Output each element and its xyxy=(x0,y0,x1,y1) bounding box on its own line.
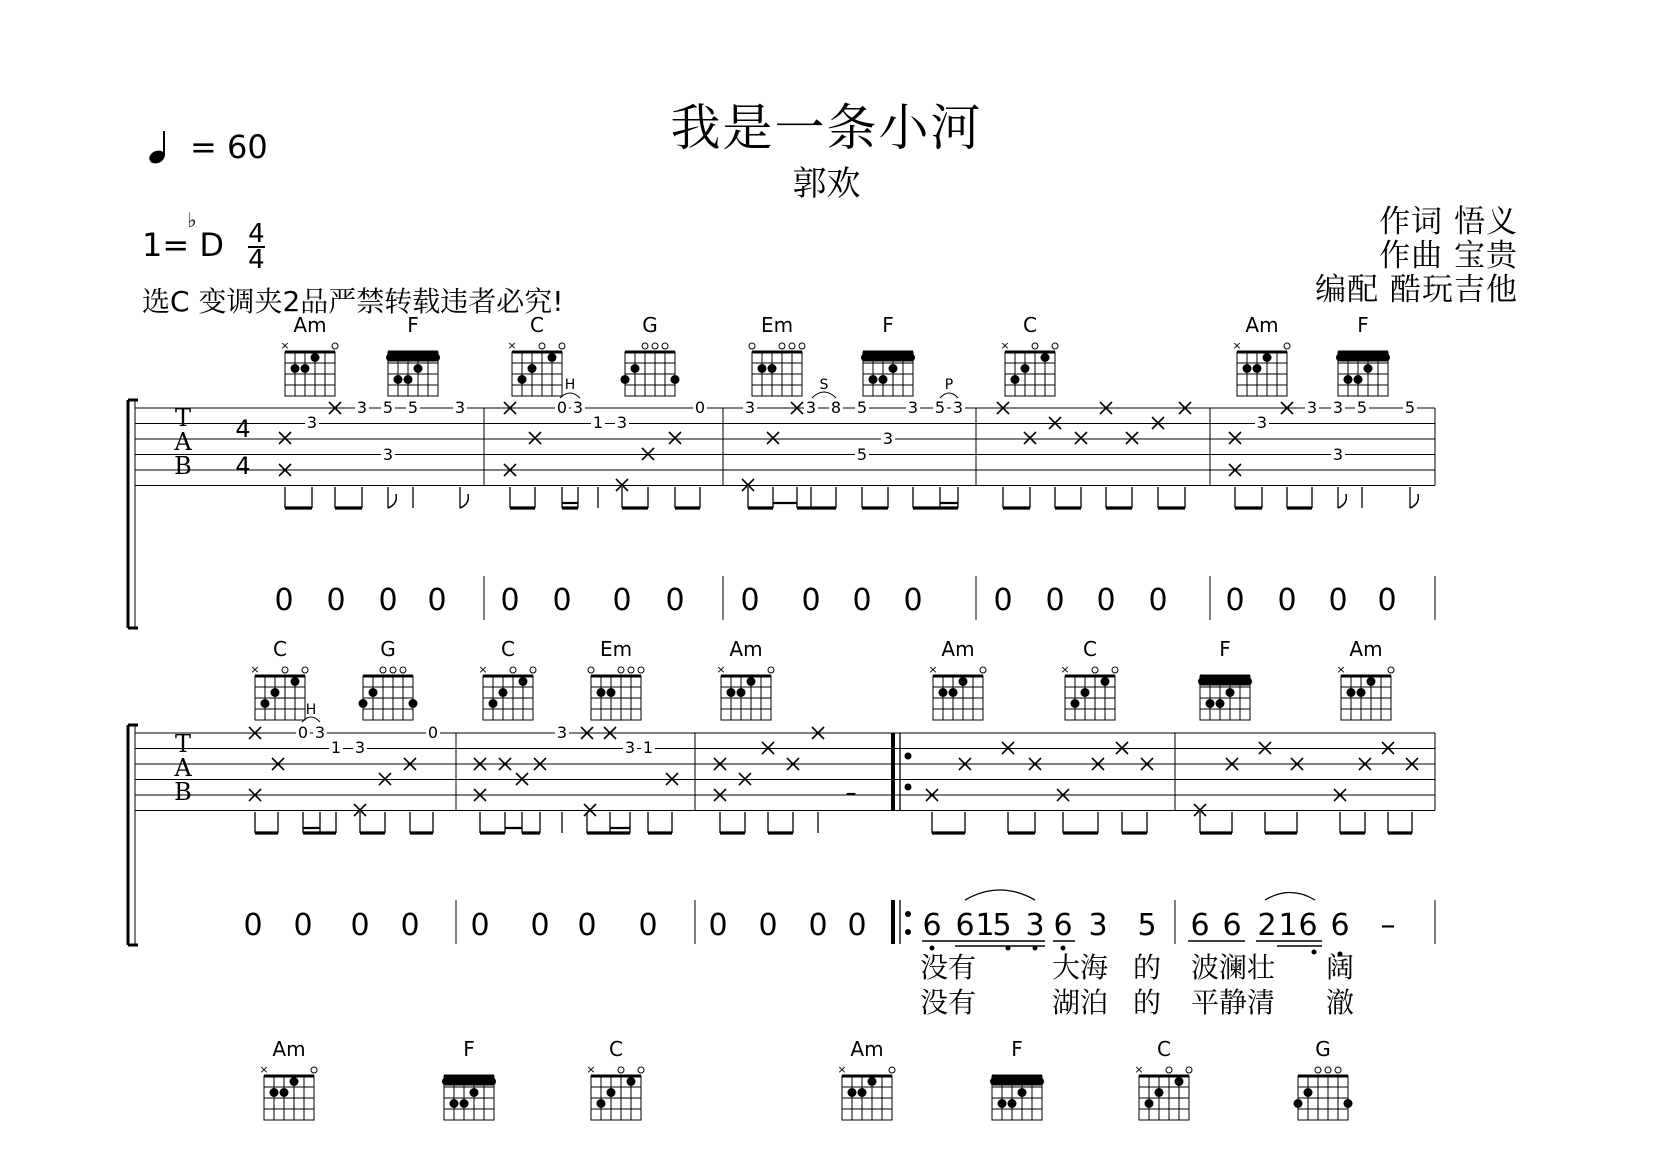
finger-dot xyxy=(949,688,958,697)
fret-number: 0 xyxy=(556,398,568,417)
chord-name-g: G xyxy=(380,637,396,661)
fret-number: 5 xyxy=(382,398,394,417)
melody-note: 6 xyxy=(1298,908,1318,943)
finger-dot xyxy=(671,375,680,384)
key-note: D xyxy=(199,226,224,264)
muted-string-icon: × xyxy=(259,1063,269,1076)
open-string-icon xyxy=(302,667,308,673)
jianpu-rest: 0 xyxy=(708,908,728,943)
fret-number: 5 xyxy=(856,398,868,417)
chord-name-c: C xyxy=(273,637,287,661)
chord-name-f: F xyxy=(882,313,894,337)
hammer-on-label: H xyxy=(305,702,317,718)
tab-time-top: 4 xyxy=(235,415,251,443)
chord-name-em: Em xyxy=(599,637,633,661)
finger-dot xyxy=(607,1088,616,1097)
open-string-icon xyxy=(1325,1067,1331,1073)
muted-string-icon: × xyxy=(716,663,726,676)
melody-note: 5 xyxy=(992,908,1012,943)
finger-dot xyxy=(1364,364,1373,373)
jianpu-rest: 0 xyxy=(1377,583,1397,618)
finger-dot xyxy=(261,699,270,708)
tempo-value: = 60 xyxy=(190,128,268,166)
chord-name-g: G xyxy=(642,313,658,337)
finger-dot xyxy=(280,1088,289,1097)
half-rest: – xyxy=(845,781,857,806)
chord-name-am: Am xyxy=(1245,313,1279,337)
tab-clef-a: A xyxy=(174,754,192,782)
repeat-dot xyxy=(905,929,911,935)
open-string-icon xyxy=(1112,667,1118,673)
fret-number: 3 xyxy=(306,413,318,432)
finger-dot xyxy=(450,1099,459,1108)
finger-dot xyxy=(394,375,403,384)
finger-dot xyxy=(1226,688,1235,697)
flat-sign: ♭ xyxy=(187,208,197,232)
finger-dot xyxy=(1294,1099,1303,1108)
open-string-icon xyxy=(779,343,785,349)
fret-number: 0 xyxy=(297,723,309,742)
octave-dot xyxy=(1061,946,1066,951)
fret-number: 3 xyxy=(624,738,636,757)
finger-dot xyxy=(291,677,300,686)
lyric-word-line2: 的 xyxy=(1132,986,1162,1019)
finger-dot xyxy=(1011,375,1020,384)
jianpu-rest: 0 xyxy=(740,583,760,618)
eighth-flag xyxy=(1410,494,1418,508)
finger-dot xyxy=(768,364,777,373)
muted-string-icon: × xyxy=(1060,663,1070,676)
finger-dot xyxy=(291,364,300,373)
chord-name-f: F xyxy=(1219,637,1231,661)
time-sig-top: 4 xyxy=(248,219,265,249)
chord-name-g: G xyxy=(1315,1037,1331,1061)
jianpu-rest: 0 xyxy=(1045,583,1065,618)
finger-dot xyxy=(359,699,368,708)
open-string-icon xyxy=(799,343,805,349)
melody-note: 6 xyxy=(955,908,975,943)
melody-note: 1 xyxy=(975,908,995,943)
muted-string-icon: × xyxy=(250,663,260,676)
chord-name-f: F xyxy=(463,1037,475,1061)
slide-label: S xyxy=(819,377,829,393)
muted-string-icon: × xyxy=(928,663,938,676)
jianpu-rest: 0 xyxy=(758,908,778,943)
muted-string-icon: × xyxy=(586,1063,596,1076)
finger-dot xyxy=(607,688,616,697)
jianpu-rest: 0 xyxy=(470,908,490,943)
finger-dot xyxy=(1081,688,1090,697)
fret-number: 3 xyxy=(454,398,466,417)
fret-number: 3 xyxy=(952,398,964,417)
chord-name-f: F xyxy=(407,313,419,337)
tab-clef-t: T xyxy=(174,730,192,758)
fret-number: 1 xyxy=(642,738,654,757)
melody-note: 6 xyxy=(1330,908,1350,943)
lyric-word-line2: 湖泊 xyxy=(1051,986,1109,1019)
jianpu-rest: 0 xyxy=(243,908,263,943)
fret-number: 3 xyxy=(356,398,368,417)
capo-note: 选C 变调夹2品严禁转载违者必究! xyxy=(142,285,564,318)
octave-dot xyxy=(1312,950,1317,955)
finger-dot xyxy=(1101,677,1110,686)
fret-number: 3 xyxy=(907,398,919,417)
tab-clef-t: T xyxy=(174,404,192,432)
finger-dot xyxy=(868,1077,877,1086)
open-string-icon xyxy=(311,1067,317,1073)
open-string-icon xyxy=(642,343,648,349)
open-string-icon xyxy=(662,343,668,349)
jianpu-rest: 0 xyxy=(293,908,313,943)
finger-dot xyxy=(499,688,508,697)
time-sig-bottom: 4 xyxy=(248,245,265,275)
muted-string-icon: × xyxy=(478,663,488,676)
repeat-dot xyxy=(905,911,911,917)
finger-dot xyxy=(1021,364,1030,373)
muted-string-icon: × xyxy=(837,1063,847,1076)
open-string-icon xyxy=(628,667,634,673)
finger-dot xyxy=(1253,364,1262,373)
finger-dot xyxy=(489,699,498,708)
jianpu-rest: 0 xyxy=(1225,583,1245,618)
melody-tie xyxy=(1265,893,1315,901)
finger-dot xyxy=(470,1088,479,1097)
melody-note: 2 xyxy=(1257,908,1277,943)
open-string-icon xyxy=(638,667,644,673)
barre-icon xyxy=(1198,678,1252,686)
finger-dot xyxy=(1344,1099,1353,1108)
fret-number: 3 xyxy=(1332,398,1344,417)
melody-note: 6 xyxy=(922,908,942,943)
finger-dot xyxy=(959,677,968,686)
finger-dot xyxy=(631,364,640,373)
finger-dot xyxy=(1216,699,1225,708)
finger-dot xyxy=(1145,1099,1154,1108)
open-string-icon xyxy=(400,667,406,673)
muted-string-icon: × xyxy=(1134,1063,1144,1076)
finger-dot xyxy=(290,1077,299,1086)
finger-dot xyxy=(1347,688,1356,697)
chord-name-em: Em xyxy=(760,313,794,337)
open-string-icon xyxy=(332,343,338,349)
finger-dot xyxy=(1206,699,1215,708)
melody-note: 3 xyxy=(1088,908,1108,943)
repeat-dot xyxy=(905,784,912,791)
finger-dot xyxy=(404,375,413,384)
eighth-flag xyxy=(388,494,396,508)
melody-note: – xyxy=(1380,908,1396,943)
fret-number: 3 xyxy=(1306,398,1318,417)
melody-note: 6 xyxy=(1190,908,1210,943)
chord-name-c: C xyxy=(1023,313,1037,337)
chord-name-c: C xyxy=(501,637,515,661)
chord-name-c: C xyxy=(1157,1037,1171,1061)
fret-number: 1 xyxy=(330,738,342,757)
open-string-icon xyxy=(588,667,594,673)
barre-icon xyxy=(990,1078,1044,1086)
finger-dot xyxy=(597,688,606,697)
finger-dot xyxy=(460,1099,469,1108)
fret-number: 5 xyxy=(856,445,868,464)
barre-icon xyxy=(386,354,440,362)
jianpu-rest: 0 xyxy=(577,908,597,943)
melody-note: 6 xyxy=(1053,908,1073,943)
finger-dot xyxy=(311,353,320,362)
melody-tie xyxy=(965,890,1035,900)
fret-number: 3 xyxy=(744,398,756,417)
open-string-icon xyxy=(282,667,288,673)
tab-clef-b: B xyxy=(174,452,192,480)
fret-number: 8 xyxy=(830,398,842,417)
fret-number: 0 xyxy=(694,398,706,417)
jianpu-rest: 0 xyxy=(638,908,658,943)
open-string-icon xyxy=(1052,343,1058,349)
fret-number: 5 xyxy=(1356,398,1368,417)
chord-name-f: F xyxy=(1011,1037,1023,1061)
fret-number: 3 xyxy=(1332,445,1344,464)
finger-dot xyxy=(1018,1088,1027,1097)
lyric-word-line1: 阔 xyxy=(1325,951,1355,984)
open-string-icon xyxy=(1166,1067,1172,1073)
melody-note: 3 xyxy=(1025,908,1045,943)
open-string-icon xyxy=(980,667,986,673)
finger-dot xyxy=(1155,1088,1164,1097)
tab-clef-a: A xyxy=(174,428,192,456)
open-string-icon xyxy=(749,343,755,349)
finger-dot xyxy=(1243,364,1252,373)
open-string-icon xyxy=(539,343,545,349)
muted-string-icon: × xyxy=(280,339,290,352)
jianpu-rest: 0 xyxy=(993,583,1013,618)
chord-name-c: C xyxy=(1083,637,1097,661)
finger-dot xyxy=(271,688,280,697)
finger-dot xyxy=(1344,375,1353,384)
finger-dot xyxy=(301,364,310,373)
muted-string-icon: × xyxy=(507,339,517,352)
finger-dot xyxy=(758,364,767,373)
jianpu-rest: 0 xyxy=(1096,583,1116,618)
finger-dot xyxy=(1357,688,1366,697)
finger-dot xyxy=(1263,353,1272,362)
tab-time-bottom: 4 xyxy=(235,452,251,480)
finger-dot xyxy=(1071,699,1080,708)
jianpu-rest: 0 xyxy=(847,908,867,943)
finger-dot xyxy=(1041,353,1050,362)
singer-name: 郭欢 xyxy=(792,164,861,204)
finger-dot xyxy=(747,677,756,686)
finger-dot xyxy=(1367,677,1376,686)
fret-number: 5 xyxy=(1404,398,1416,417)
fret-number: 1 xyxy=(592,413,604,432)
key-prefix: 1= xyxy=(142,226,190,264)
eighth-flag xyxy=(1338,494,1346,508)
chord-name-am: Am xyxy=(729,637,763,661)
open-string-icon xyxy=(380,667,386,673)
jianpu-rest: 0 xyxy=(530,908,550,943)
fret-number: 3 xyxy=(616,413,628,432)
repeat-dot xyxy=(905,753,912,760)
open-string-icon xyxy=(530,667,536,673)
open-string-icon xyxy=(1388,667,1394,673)
open-string-icon xyxy=(1284,343,1290,349)
jianpu-rest: 0 xyxy=(1148,583,1168,618)
open-string-icon xyxy=(889,1067,895,1073)
finger-dot xyxy=(1304,1088,1313,1097)
fret-number: 5 xyxy=(934,398,946,417)
fret-number: 5 xyxy=(407,398,419,417)
lyric-word-line2: 没有 xyxy=(919,986,977,1019)
open-string-icon xyxy=(1032,343,1038,349)
composer-credit: 作曲 宝贵 xyxy=(1379,238,1518,274)
finger-dot xyxy=(519,677,528,686)
finger-dot xyxy=(621,375,630,384)
barre-icon xyxy=(1336,354,1390,362)
open-string-icon xyxy=(1092,667,1098,673)
fret-number: 3 xyxy=(354,738,366,757)
chord-name-am: Am xyxy=(293,313,327,337)
open-string-icon xyxy=(618,667,624,673)
lyric-word-line1: 的 xyxy=(1132,951,1162,984)
jianpu-rest: 0 xyxy=(903,583,923,618)
lyricist-credit: 作词 悟义 xyxy=(1379,204,1518,240)
pull-off-label: P xyxy=(944,377,954,393)
fret-number: 3 xyxy=(314,723,326,742)
muted-string-icon: × xyxy=(1000,339,1010,352)
open-string-icon xyxy=(618,1067,624,1073)
chord-name-c: C xyxy=(530,313,544,337)
lyric-word-line1: 波澜壮 xyxy=(1190,951,1276,984)
jianpu-rest: 0 xyxy=(350,908,370,943)
chord-name-am: Am xyxy=(941,637,975,661)
octave-dot xyxy=(1033,946,1038,951)
muted-string-icon: × xyxy=(1336,663,1346,676)
finger-dot xyxy=(1354,375,1363,384)
fret-number: 3 xyxy=(805,398,817,417)
tab-clef-b: B xyxy=(174,778,192,806)
finger-dot xyxy=(1175,1077,1184,1086)
hammer-on-label: H xyxy=(564,377,576,393)
finger-dot xyxy=(737,688,746,697)
melody-note: 6 xyxy=(1222,908,1242,943)
open-string-icon xyxy=(768,667,774,673)
finger-dot xyxy=(727,688,736,697)
chord-name-c: C xyxy=(609,1037,623,1061)
jianpu-rest: 0 xyxy=(801,583,821,618)
open-string-icon xyxy=(1315,1067,1321,1073)
eighth-flag xyxy=(460,494,468,508)
arranger-credit: 编配 酷玩吉他 xyxy=(1315,272,1518,308)
jianpu-rest: 0 xyxy=(552,583,572,618)
jianpu-rest: 0 xyxy=(1328,583,1348,618)
chord-name-f: F xyxy=(1357,313,1369,337)
finger-dot xyxy=(858,1088,867,1097)
jianpu-rest: 0 xyxy=(400,908,420,943)
jianpu-rest: 0 xyxy=(808,908,828,943)
jianpu-rest: 0 xyxy=(612,583,632,618)
finger-dot xyxy=(889,364,898,373)
finger-dot xyxy=(597,1099,606,1108)
finger-dot xyxy=(270,1088,279,1097)
finger-dot xyxy=(1008,1099,1017,1108)
fret-number: 0 xyxy=(427,723,439,742)
fret-number: 3 xyxy=(572,398,584,417)
melody-note: 1 xyxy=(1278,908,1298,943)
fret-number: 3 xyxy=(382,445,394,464)
finger-dot xyxy=(528,364,537,373)
melody-note: 5 xyxy=(1137,908,1157,943)
finger-dot xyxy=(869,375,878,384)
jianpu-rest: 0 xyxy=(1277,583,1297,618)
jianpu-rest: 0 xyxy=(665,583,685,618)
open-string-icon xyxy=(638,1067,644,1073)
chord-name-am: Am xyxy=(850,1037,884,1061)
lyric-word-line1: 大海 xyxy=(1051,951,1109,984)
octave-dot xyxy=(930,946,935,951)
open-string-icon xyxy=(390,667,396,673)
chord-name-am: Am xyxy=(1349,637,1383,661)
fret-number: 3 xyxy=(1256,413,1268,432)
open-string-icon xyxy=(789,343,795,349)
barre-icon xyxy=(861,354,915,362)
finger-dot xyxy=(548,353,557,362)
lyric-word-line2: 澈 xyxy=(1325,986,1355,1019)
fret-number: 3 xyxy=(556,723,568,742)
fret-number: 3 xyxy=(882,429,894,448)
jianpu-rest: 0 xyxy=(500,583,520,618)
jianpu-rest: 0 xyxy=(852,583,872,618)
song-title: 我是一条小河 xyxy=(670,99,983,157)
jianpu-rest: 0 xyxy=(427,583,447,618)
jianpu-rest: 0 xyxy=(274,583,294,618)
jianpu-rest: 0 xyxy=(378,583,398,618)
jianpu-rest: 0 xyxy=(326,583,346,618)
chord-name-am: Am xyxy=(272,1037,306,1061)
open-string-icon xyxy=(1186,1067,1192,1073)
lyric-word-line1: 没有 xyxy=(919,951,977,984)
open-string-icon xyxy=(1335,1067,1341,1073)
finger-dot xyxy=(939,688,948,697)
finger-dot xyxy=(879,375,888,384)
muted-string-icon: × xyxy=(1232,339,1242,352)
finger-dot xyxy=(627,1077,636,1086)
open-string-icon xyxy=(652,343,658,349)
finger-dot xyxy=(369,688,378,697)
finger-dot xyxy=(518,375,527,384)
finger-dot xyxy=(414,364,423,373)
finger-dot xyxy=(848,1088,857,1097)
open-string-icon xyxy=(510,667,516,673)
finger-dot xyxy=(409,699,418,708)
finger-dot xyxy=(998,1099,1007,1108)
octave-dot xyxy=(1006,946,1011,951)
barre-icon xyxy=(442,1078,496,1086)
lyric-word-line2: 平静清 xyxy=(1190,986,1276,1019)
open-string-icon xyxy=(559,343,565,349)
